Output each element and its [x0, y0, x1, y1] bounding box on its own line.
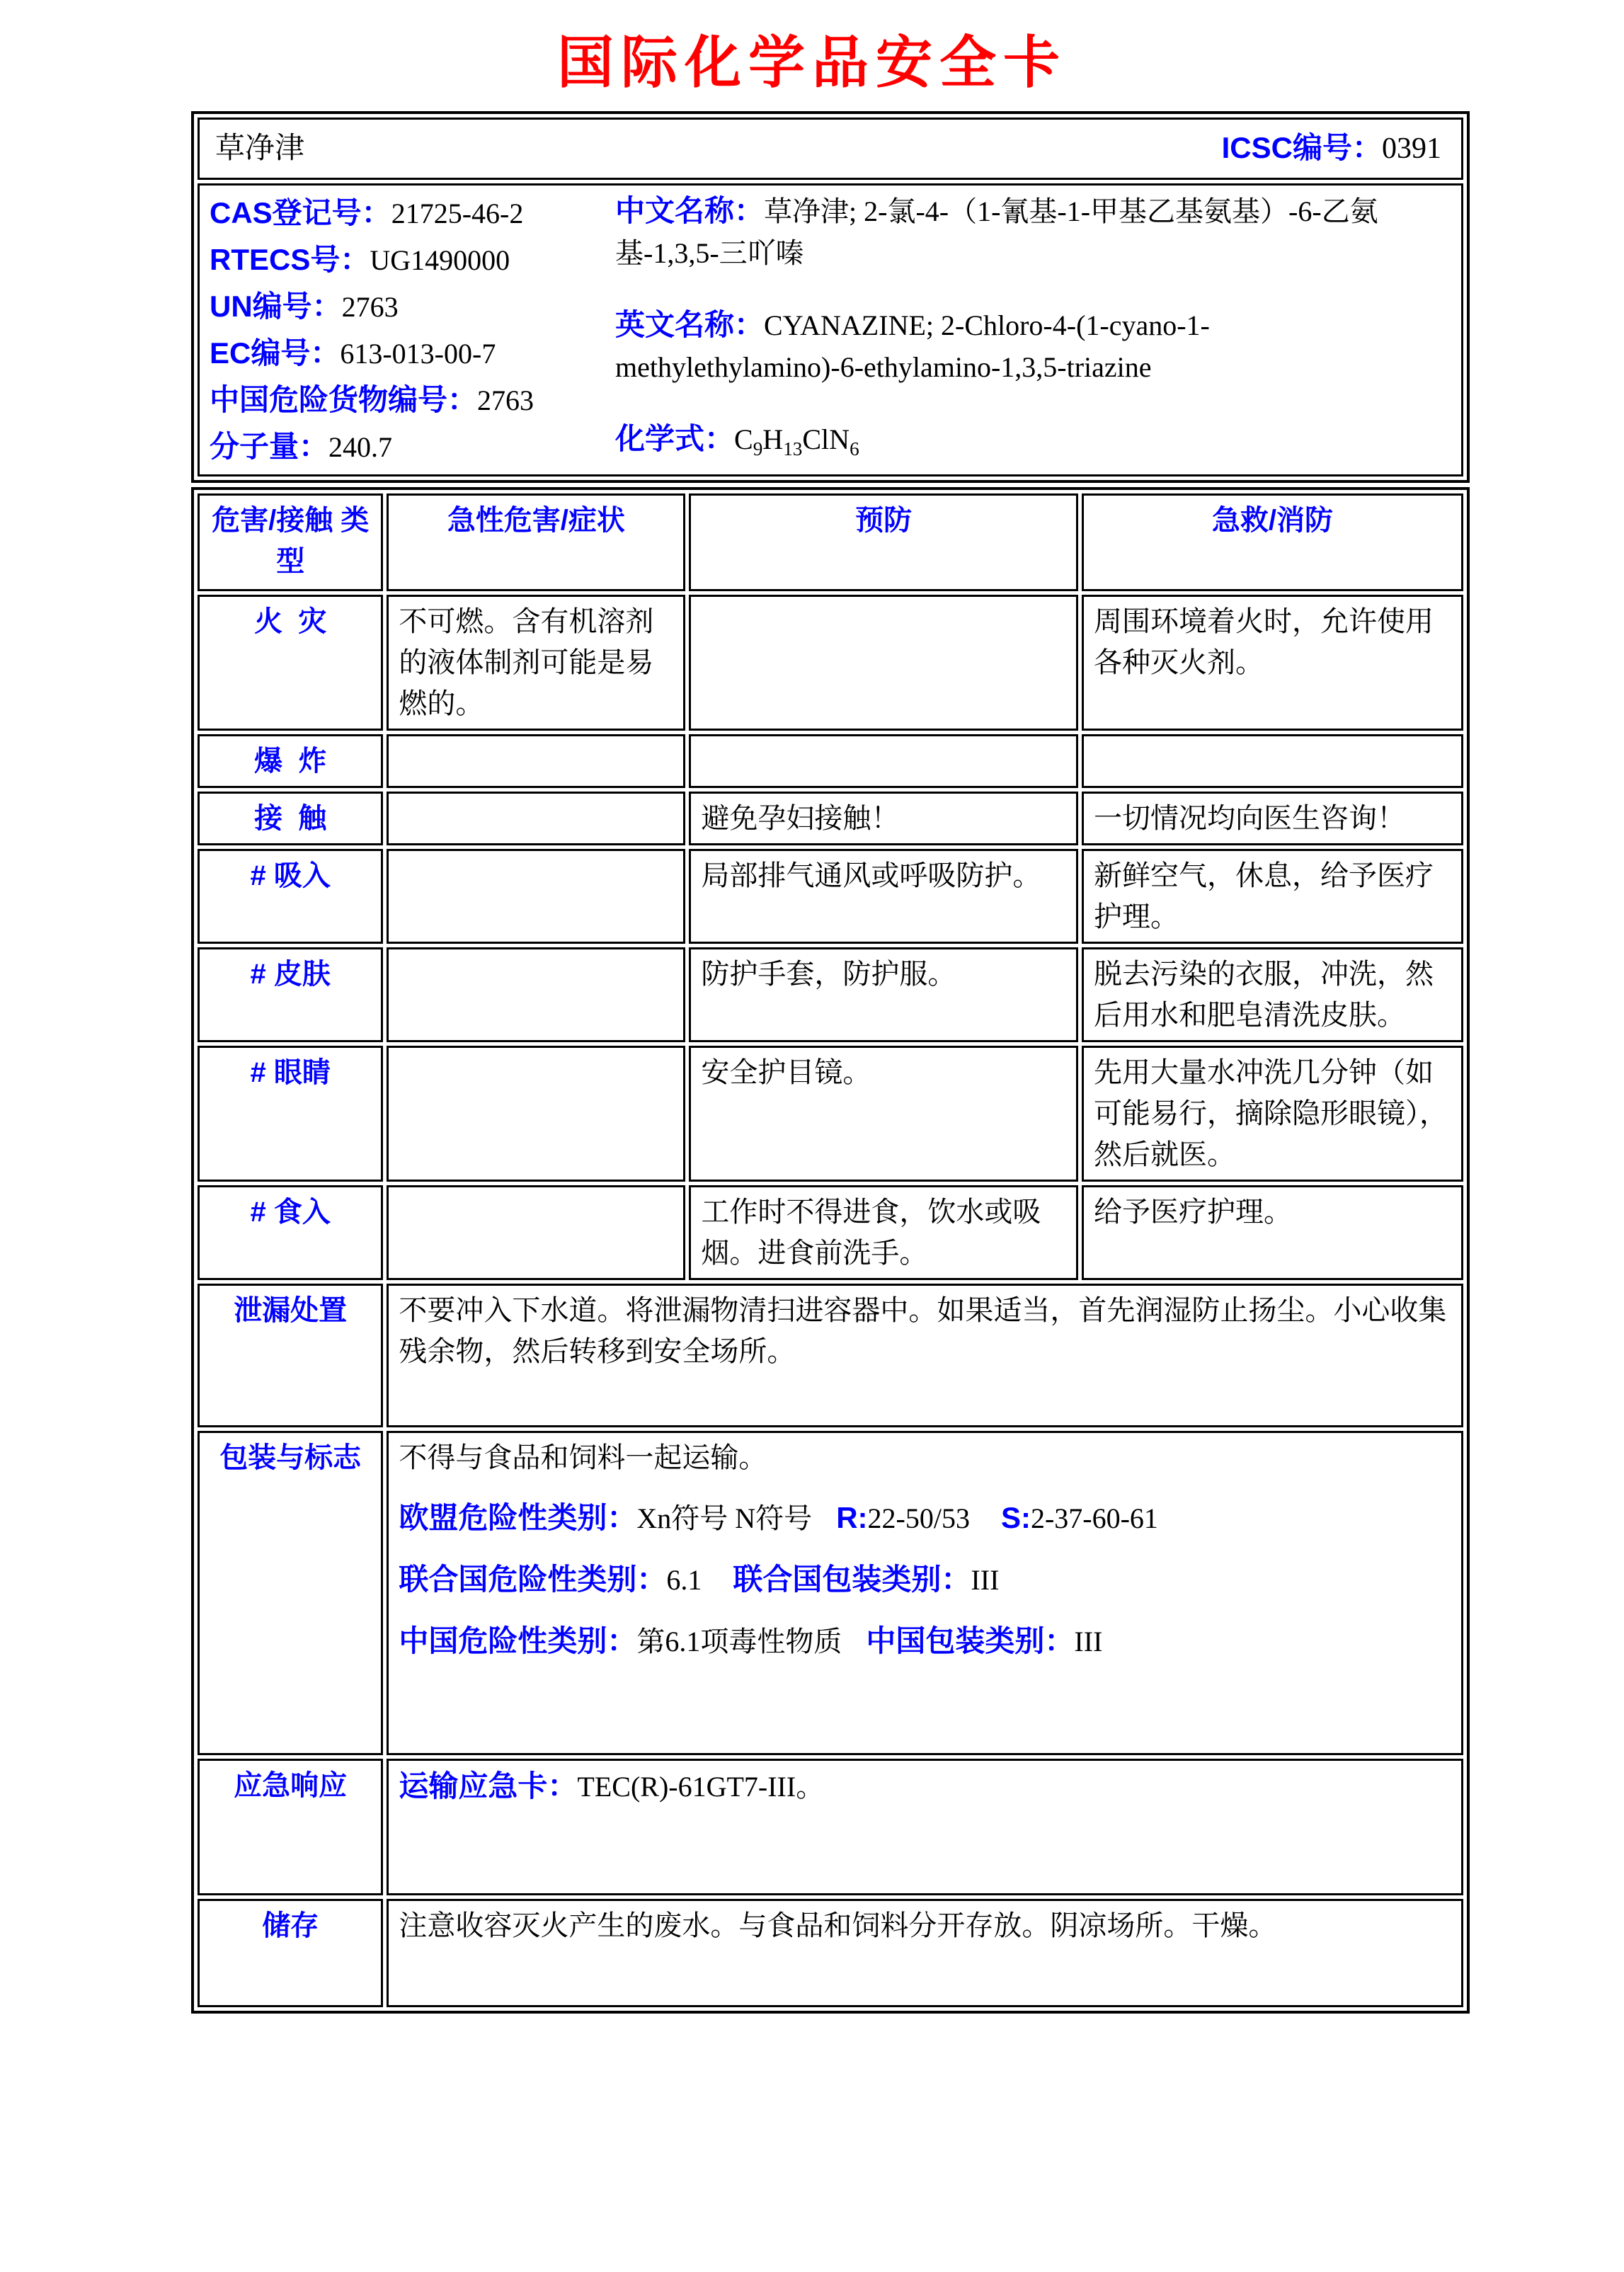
hazard-header-row: [198, 493, 1463, 591]
symptoms-cell: [387, 1185, 685, 1280]
un-classification-line: [399, 1558, 1451, 1602]
molweight-label: 分子量：: [210, 430, 329, 463]
molweight-value: 240.7: [328, 431, 393, 463]
eu-class-label: 欧盟危险性类别：: [399, 1501, 637, 1535]
row-emergency-response: [198, 1759, 1463, 1895]
rtecs-value: UG1490000: [370, 244, 510, 276]
symptoms-cell: [387, 947, 685, 1042]
emergency-label: 应急响应: [198, 1759, 383, 1895]
transport-card-label: 运输应急卡：: [399, 1769, 578, 1803]
row-contact: [198, 792, 1463, 845]
prevention-cell: 防护手套，防护服。: [689, 947, 1078, 1042]
icsc-number-group: [1222, 127, 1451, 171]
un-label: UN编号：: [210, 290, 342, 323]
hazard-type-cell: 爆 炸: [198, 734, 383, 788]
firstaid-cell: 新鲜空气，休息，给予医疗护理。: [1082, 849, 1463, 944]
china-dg-value: 2763: [477, 384, 534, 416]
cn-pack-value: III: [1074, 1626, 1103, 1657]
symptoms-cell: 不可燃。含有机溶剂的液体制剂可能是易燃的。: [387, 595, 685, 731]
prevention-cell: 避免孕妇接触！: [689, 792, 1078, 845]
rtecs-line: [210, 236, 610, 283]
chemical-names: [610, 190, 1451, 470]
row-inhalation: [198, 849, 1463, 944]
un-line: [210, 283, 610, 330]
prevention-cell: 局部排气通风或呼吸防护。: [689, 849, 1078, 944]
packaging-transport-note: 不得与食品和饲料一起运输。: [399, 1442, 767, 1474]
china-dg-label: 中国危险货物编号：: [210, 383, 478, 416]
row-explosion: [198, 734, 1463, 788]
col-header-prevention: 预防: [689, 493, 1078, 591]
col-header-hazard-type: 危害/接触 类型: [198, 493, 383, 591]
hazard-type-cell: # 吸入: [198, 849, 383, 944]
prevention-cell: [689, 595, 1078, 731]
row-eyes: [198, 1046, 1463, 1182]
row-spill-disposal: [198, 1284, 1463, 1427]
card-body: [191, 111, 1470, 2014]
firstaid-cell: 周围环境着火时，允许使用各种灭火剂。: [1082, 595, 1463, 731]
cas-line: [210, 190, 610, 236]
page-title: 国际化学品安全卡: [557, 33, 1067, 95]
symptoms-cell: [387, 734, 685, 788]
row-storage: [198, 1899, 1463, 2007]
storage-label: 储存: [198, 1899, 383, 2007]
un-pack-label: 联合国包装类别：: [733, 1563, 971, 1597]
s-phrases-value: 2-37-60-61: [1030, 1502, 1158, 1535]
cn-class-label: 中国危险性类别：: [399, 1624, 637, 1657]
packaging-content: [387, 1431, 1463, 1755]
un-class-value: 6.1: [666, 1564, 702, 1597]
col-header-symptoms: 急性危害/症状: [387, 493, 685, 591]
row-fire: [198, 595, 1463, 731]
hazard-type-cell: # 眼睛: [198, 1046, 383, 1182]
header-box: [191, 111, 1470, 483]
col-header-firstaid: 急救/消防: [1082, 493, 1463, 591]
chinese-name-para: [615, 190, 1451, 274]
ec-label: EC编号：: [210, 336, 341, 370]
spill-label: 泄漏处置: [198, 1284, 383, 1427]
registry-numbers: [210, 190, 610, 470]
chinese-name-value: 草净津; 2-氯-4-（1-氰基-1-甲基乙基氨基）-6-乙氨基-1,3,5-三吖嗪: [615, 195, 1378, 269]
hazard-type-cell: 火 灾: [198, 595, 383, 731]
english-name-label: 英文名称：: [615, 307, 765, 341]
hazard-type-cell: # 食入: [198, 1185, 383, 1280]
chinese-name-label: 中文名称：: [615, 194, 765, 227]
cas-value: 21725-46-2: [391, 198, 524, 229]
formula-value: $C_9H_{13}ClN_6$: [734, 423, 859, 459]
row-skin: [198, 947, 1463, 1042]
symptoms-cell: [387, 792, 685, 845]
identifiers-row: [198, 183, 1463, 476]
icsc-number: 0391: [1382, 132, 1441, 166]
firstaid-cell: 给予医疗护理。: [1082, 1185, 1463, 1280]
hazard-table: [191, 487, 1470, 2014]
cn-class-value: 第6.1项毒性物质: [636, 1626, 842, 1657]
r-phrases-label: R:: [836, 1501, 868, 1535]
spill-text: 不要冲入下水道。将泄漏物清扫进容器中。如果适当，首先润湿防止扬尘。小心收集残余物，然后转移到安全场所。: [387, 1284, 1463, 1427]
cn-pack-label: 中国包装类别：: [866, 1624, 1075, 1657]
transport-card-value: TEC(R)-61GT7-III。: [577, 1771, 825, 1803]
prevention-cell: [689, 734, 1078, 788]
english-name-para: [615, 304, 1451, 388]
china-dg-line: [210, 377, 610, 423]
prevention-cell: 安全护目镜。: [689, 1046, 1078, 1182]
firstaid-cell: [1082, 734, 1463, 788]
packaging-label: 包装与标志: [198, 1431, 383, 1755]
symptoms-cell: [387, 849, 685, 944]
formula-para: [615, 418, 1451, 463]
identity-row: [198, 118, 1463, 180]
symptoms-cell: [387, 1046, 685, 1182]
english-name-value: CYANAZINE; 2-Chloro-4-(1-cyano-1-methylethylamino)-6-ethylamino-1,3,5-triazine: [615, 309, 1210, 383]
emergency-content: [387, 1759, 1463, 1895]
hazard-type-cell: # 皮肤: [198, 947, 383, 1042]
firstaid-cell: 先用大量水冲洗几分钟（如可能易行，摘除隐形眼镜），然后就医。: [1082, 1046, 1463, 1182]
icsc-label: ICSC编号：: [1221, 131, 1382, 165]
row-packaging-labelling: [198, 1431, 1463, 1755]
prevention-cell: 工作时不得进食，饮水或吸烟。进食前洗手。: [689, 1185, 1078, 1280]
hazard-type-cell: 接 触: [198, 792, 383, 845]
formula-label: 化学式：: [615, 421, 735, 455]
rtecs-label: RTECS号：: [210, 243, 370, 276]
cas-label: CAS登记号：: [210, 196, 391, 229]
s-phrases-label: S:: [1000, 1501, 1031, 1535]
chemical-name: 草净津: [215, 132, 305, 165]
r-phrases-value: 22-50/53: [867, 1502, 970, 1535]
firstaid-cell: 一切情况均向医生咨询！: [1082, 792, 1463, 845]
molweight-line: [210, 423, 610, 470]
un-value: 2763: [341, 291, 399, 323]
row-ingestion: [198, 1185, 1463, 1280]
ec-line: [210, 330, 610, 377]
un-pack-value: III: [971, 1564, 1000, 1597]
eu-classification-line: [399, 1497, 1451, 1540]
storage-text: 注意收容灭火产生的废水。与食品和饲料分开存放。阴凉场所。干燥。: [387, 1899, 1463, 2007]
cn-classification-line: [399, 1620, 1451, 1663]
un-class-label: 联合国危险性类别：: [399, 1563, 667, 1597]
eu-class-value: Xn符号 N符号: [636, 1502, 813, 1535]
firstaid-cell: 脱去污染的衣服，冲洗，然后用水和肥皂清洗皮肤。: [1082, 947, 1463, 1042]
ec-value: 613-013-00-7: [340, 338, 496, 370]
